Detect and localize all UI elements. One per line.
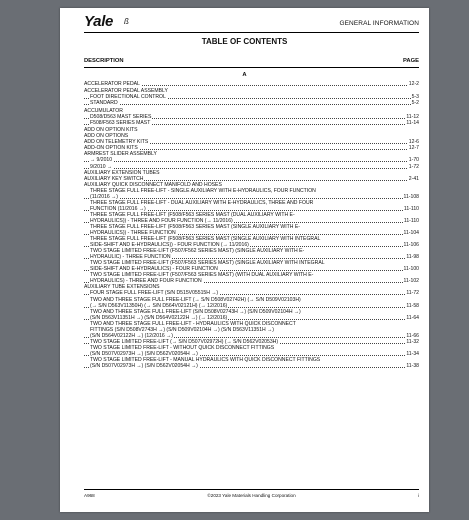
toc-entry-page: 5-2	[411, 100, 419, 107]
toc-entry-page: 5-3	[411, 94, 419, 101]
toc-entry-text: THREE STAGE FULL FREE-LIFT - SINGLE AUXILIARY WITH E-HYDRAULICS, FOUR FUNCTION	[90, 187, 316, 194]
toc-entry[interactable]	[84, 363, 419, 369]
toc-entry-text: TWO STAGE LIMITED FREE-LIFT (F507/F563 SERIES MAST) (WITH DUAL AUXILIARY WITH E-	[90, 272, 314, 279]
toc-entry-text: HYDRAULICS)) - THREE AND FOUR FUNCTION (→ 11/2016)	[90, 217, 233, 224]
toc-entry-page: 11-72	[406, 290, 419, 297]
toc-entry-page: 11-98	[406, 254, 419, 261]
toc-entry-text: STANDARD	[90, 100, 118, 107]
toc-entry-text: ACCELERATOR PEDAL	[84, 81, 140, 87]
document-code: A968	[84, 493, 95, 498]
toc-entry-page: 1-70	[408, 157, 419, 164]
page-header	[84, 12, 419, 33]
toc-entry-text: TWO STAGE LIMITED FREE-LIFT (F507/F562 SERIES MAST) (SINGLE AUXILIARY WITH E-	[90, 248, 305, 255]
yale-logo: Yale	[84, 13, 114, 30]
toc-entry-text: ADD-ON OPTION KITS	[84, 145, 138, 152]
toc-entry[interactable]	[84, 81, 419, 87]
toc-entry-text: THREE STAGE FULL FREE-LIFT - DUAL AUXILIARY WITH E-HYDRAULICS, THREE AND FOUR	[90, 199, 314, 206]
toc-entry-text: AUXILIARY QUICK DISCONNECT MANIFOLD AND HOSES	[84, 181, 222, 188]
toc-entry-page: 11-66	[406, 332, 419, 339]
toc-entry-text: HYDRAULIC) - THREE FUNCTION	[90, 254, 171, 261]
toc-title: TABLE OF CONTENTS	[201, 37, 288, 46]
toc-entry[interactable]	[84, 100, 419, 106]
toc-entry-text: ADD ON TELEMETRY KITS	[84, 139, 149, 146]
copyright: ©2023 Yale Materials Handling Corporation	[207, 493, 296, 498]
toc-entry[interactable]	[84, 120, 419, 126]
toc-entry-text: THREE STAGE FULL FREE-LIFT (F508/F563 SERIES MAST (SINGLE AUXILIARY WITH E-	[90, 223, 300, 230]
toc-entry-page: 11-38	[406, 363, 419, 370]
toc-entry-text: TWO STAGE LIMITED FREE-LIFT (F507/F563 SERIES MAST) (SINGLE AUXILIARY WITH INTEGRAL	[90, 260, 325, 267]
toc-entry-text: ACCELERATOR PEDAL ASSEMBLY	[84, 88, 168, 95]
toc-entry-text: SIDE-SHIFT AND E-HYDRAULICS) - FOUR FUNCTION	[90, 266, 218, 273]
toc-entry-page: 11-64	[406, 314, 419, 321]
document-page	[60, 8, 429, 512]
toc-entry-text: TWO STAGE LIMITED FREE-LIFT - WITHOUT QUICK DISCONNECT FITTINGS	[90, 344, 275, 351]
logo-mark-icon: ß	[124, 17, 129, 26]
toc-entry-page: 11-58	[406, 302, 419, 309]
toc-entry-text: F508/F563 SERIES MAST	[90, 119, 151, 126]
toc-entry-text: SIDE-SHIFT AND E-HYDRAULICS)) - FOUR FUNCTION (→ 11/2016)	[90, 242, 249, 249]
column-headers	[84, 57, 419, 68]
toc-entry-page: 11-14	[406, 119, 419, 126]
toc-entry-page: 11-102	[403, 278, 419, 285]
toc-entry-page: 11-106	[403, 242, 419, 249]
toc-entry-text: ACCUMULATOR	[84, 107, 123, 114]
index-letter: A	[242, 72, 247, 78]
toc-entry-text: TWO AND THREE STAGE FULL FREE-LIFT (S/N D508V02743H →) (S/N D509V02104H →)	[90, 308, 301, 315]
toc-entry-page: 12-7	[408, 145, 419, 152]
page-column-header: PAGE	[403, 58, 419, 64]
toc-entry-text: (S/N D564V02122H →) (12/2016 →)	[90, 332, 173, 339]
toc-entry-text: TWO STAGE LIMITED FREE-LIFT (→ S/N D507V02972H) (→ S/N D562V02053H)	[90, 338, 279, 345]
toc-entry-text: D508/D563 MAST SERIES	[90, 113, 152, 120]
toc-entry-text: (S/N D563V11351H →) (S/N D564V02122H →) (→ 12/2016)	[90, 314, 228, 321]
toc-entry-text: (11/2016 →)	[90, 193, 118, 200]
toc-entry-text: AUXILIARY KEY SWITCH	[84, 175, 144, 182]
toc-entry-text: AUXILIARY EXTENSION TUBES	[84, 169, 160, 176]
page-number: i	[417, 493, 419, 498]
toc-entry-page: 12-2	[408, 81, 419, 87]
toc-entry-text: (→ S/N D563V11350H) (→ S/N D564V02121H) (→ 12/2016)	[90, 302, 228, 309]
toc-entry-text: (S/N D507V02973H →) (S/N D562V02054H →)	[90, 350, 198, 357]
toc-entries	[84, 81, 419, 369]
toc-entry-text: ADD ON OPTION KITS	[84, 127, 138, 134]
toc-entry-text: FITTINGS (S/N D508V2743H →) (S/N D509V02104H →) (S/N D563V11351H →)	[90, 326, 274, 333]
toc-entry-page: 12-6	[408, 139, 419, 146]
toc-entry-page: 11-100	[403, 266, 419, 273]
toc-entry-text: THREE STAGE FULL FREE-LIFT (F508/F563 SERIES MAST (DUAL AUXILIARY WITH E-	[90, 211, 295, 218]
toc-entry-text: THREE STAGE FULL FREE-LIFT (F508/F563 SERIES MAST (SINGLE AUXILIARY WITH INTEGRAL	[90, 236, 321, 243]
toc-entry-text: TWO AND THREE STAGE FULL FREE-LIFT (→ S/N D508V02742H) (→ S/N D509V02103H)	[90, 296, 301, 303]
toc-entry-text: HYDRAULICS)) - THREE FUNCTION	[90, 230, 176, 237]
toc-entry-text: ARMREST SLIDER ASSEMBLY	[84, 151, 157, 158]
toc-entry-text: TWO AND THREE STAGE FULL FREE-LIFT - HYDRAULICS WITH QUICK DISCONNECT	[90, 320, 296, 327]
toc-entry-page: 11-110	[403, 217, 419, 224]
toc-entry-page: 2-41	[408, 175, 419, 182]
toc-entry-page: 11-34	[406, 350, 419, 357]
toc-entry-text: TWO STAGE LIMITED FREE-LIFT - MANUAL HYDRAULICS WITH QUICK DISCONNECT FITTINGS	[90, 357, 321, 363]
toc-entry-page: 11-12	[406, 113, 419, 120]
toc-entry-text: FUNCTION (11/2016 →)	[90, 205, 146, 212]
toc-entry-text: FOUR STAGE FULL FREE-LIFT (S/N D515V05515H →)	[90, 290, 219, 297]
description-column-header: DESCRIPTION	[84, 58, 124, 64]
toc-entry-text: HYDRAULICS) - THREE AND FOUR FUNCTION	[90, 278, 202, 285]
toc-entry-page: 1-72	[408, 163, 419, 170]
toc-entry-page: 11-104	[403, 230, 419, 237]
toc-entry-text: ADD ON OPTIONS	[84, 133, 129, 140]
toc-entry-text: → 9/2010	[90, 157, 113, 164]
toc-entry-text: AUXILIARY TUBE EXTENSIONS	[84, 284, 160, 291]
toc-entry-text: (S/N D507V02973H →) (S/N D562V02054H →)	[90, 363, 198, 370]
toc-entry-page: 11-108	[403, 193, 419, 200]
toc-entry-text: FOOT DIRECTIONAL CONTROL	[90, 94, 166, 101]
toc-entry-page: 11-110	[403, 205, 419, 212]
page-footer	[84, 489, 419, 500]
toc-entry-page: 11-32	[406, 338, 419, 345]
toc-entry-text: 9/2010 →	[90, 163, 113, 170]
section-title: GENERAL INFORMATION	[339, 20, 419, 27]
